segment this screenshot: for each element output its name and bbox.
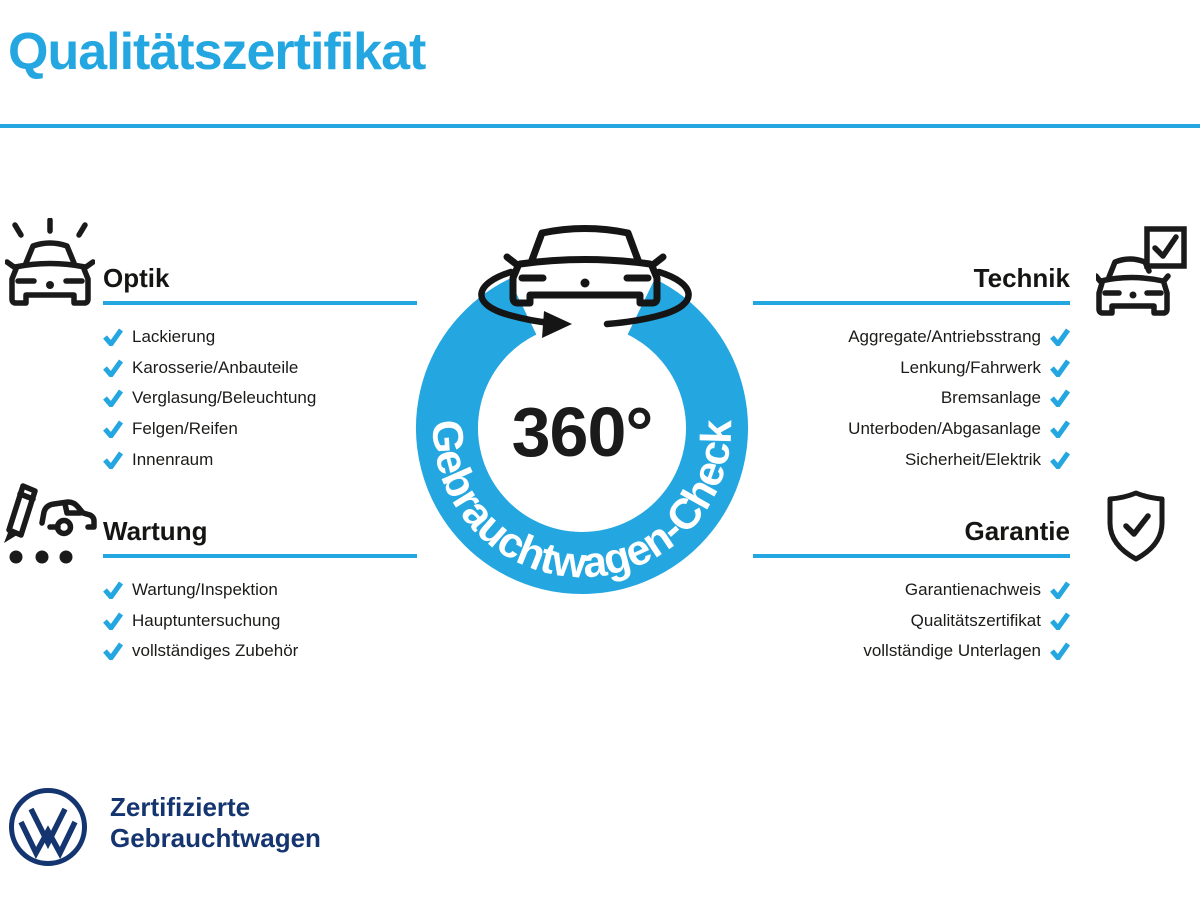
list-item-label: Aggregate/Antriebsstrang [848, 327, 1041, 347]
shield-check-icon [1104, 489, 1168, 563]
check-icon [103, 328, 123, 346]
list-item [753, 414, 1070, 445]
360-check-badge [395, 210, 780, 650]
section-title: Wartung [103, 516, 208, 546]
car-shine-icon [5, 218, 95, 320]
section-wartung [103, 516, 417, 667]
list-item-label: Garantienachweis [904, 580, 1041, 600]
brand-line-1: Zertifizierte [110, 792, 251, 822]
check-icon [103, 612, 123, 630]
list-item [103, 414, 417, 445]
list-item-label: Wartung/Inspektion [132, 580, 278, 600]
vw-logo [8, 787, 88, 867]
check-icon [1050, 359, 1070, 377]
list-item-label: Bremsanlage [940, 388, 1041, 408]
list-item [103, 353, 417, 384]
header-rule [0, 124, 1200, 128]
section-technik [753, 263, 1070, 475]
check-icon [1050, 420, 1070, 438]
check-icon [1050, 581, 1070, 599]
list-item [103, 636, 417, 667]
list-item-label: Innenraum [132, 449, 214, 469]
list-item [753, 322, 1070, 353]
list-item [103, 444, 417, 475]
list-item-label: Hauptuntersuchung [132, 610, 281, 630]
check-icon [1050, 612, 1070, 630]
car-checkbox-icon [1096, 224, 1188, 319]
check-icon [103, 451, 123, 469]
section-rule [753, 554, 1070, 558]
list-item-label: Felgen/Reifen [132, 419, 238, 439]
list-item-label: Karosserie/Anbauteile [132, 357, 299, 377]
list-item-label: Lenkung/Fahrwerk [900, 357, 1041, 377]
list-item [103, 606, 417, 637]
garantie-list [753, 575, 1070, 667]
list-item [753, 444, 1070, 475]
check-icon [103, 642, 123, 660]
section-title: Technik [973, 263, 1070, 293]
list-item-label: Unterboden/Abgasanlage [848, 419, 1041, 439]
page-title: Qualitätszertifikat [8, 23, 426, 81]
check-icon [103, 420, 123, 438]
section-rule [103, 554, 417, 558]
brand-text [110, 792, 321, 854]
check-icon [103, 389, 123, 407]
section-rule [103, 301, 417, 305]
section-garantie [753, 516, 1070, 667]
section-title: Garantie [964, 516, 1070, 546]
list-item [103, 383, 417, 414]
rotation-arrowhead [542, 311, 572, 338]
check-icon [1050, 389, 1070, 407]
list-item-label: vollständige Unterlagen [863, 641, 1041, 661]
check-icon [1050, 642, 1070, 660]
list-item [753, 353, 1070, 384]
ring-label: Gebrauchtwagen-Check [422, 418, 742, 588]
list-item [753, 636, 1070, 667]
list-item-label: Qualitätszertifikat [910, 610, 1041, 630]
list-item [753, 606, 1070, 637]
check-icon [103, 359, 123, 377]
list-item [753, 575, 1070, 606]
section-optik [103, 263, 417, 475]
brand-line-2: Gebrauchtwagen [110, 823, 321, 853]
degree-label: 360° [511, 393, 653, 471]
list-item-label: Lackierung [132, 327, 216, 347]
list-item-label: vollständiges Zubehör [132, 641, 299, 661]
technik-list [753, 322, 1070, 475]
list-item [753, 383, 1070, 414]
list-item [103, 575, 417, 606]
car-service-pencil-icon [2, 480, 100, 570]
list-item-label: Verglasung/Beleuchtung [132, 388, 317, 408]
section-rule [753, 301, 1070, 305]
check-icon [103, 581, 123, 599]
check-icon [1050, 451, 1070, 469]
wartung-list [103, 575, 417, 667]
optik-list [103, 322, 417, 475]
list-item-label: Sicherheit/Elektrik [904, 449, 1041, 469]
section-title: Optik [103, 263, 170, 293]
check-icon [1050, 328, 1070, 346]
list-item [103, 322, 417, 353]
